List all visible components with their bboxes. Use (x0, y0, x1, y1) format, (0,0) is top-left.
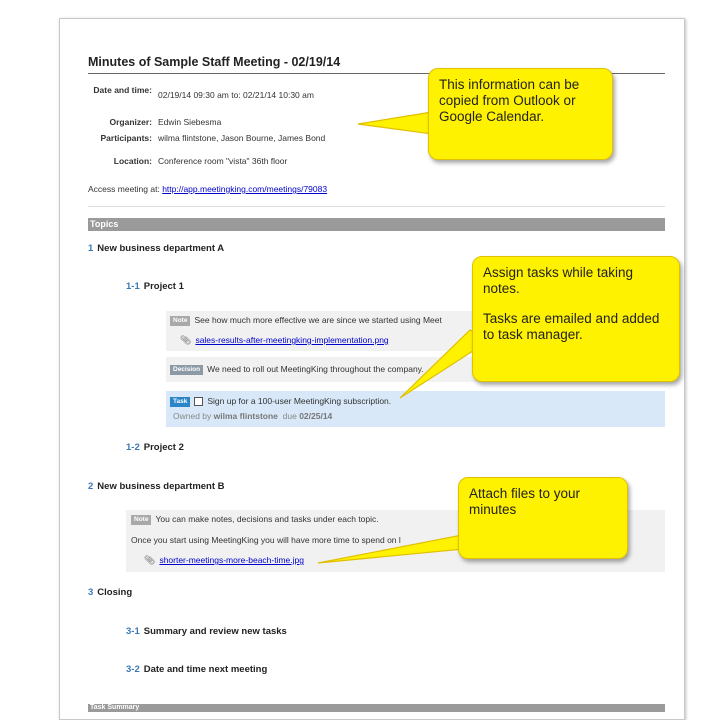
task-due-date: 02/25/14 (299, 411, 333, 421)
subtopic-number: 3-2 (126, 664, 140, 675)
topic-title: New business department B (97, 481, 225, 492)
subtopic-title: Project 2 (143, 442, 184, 453)
callout-pointer-files (318, 535, 474, 563)
organizer-value: Edwin Siebesma (158, 117, 222, 127)
paperclip-icon: 📎︎ (144, 555, 156, 565)
topic-title: Closing (97, 587, 133, 598)
callout-tasks-line1: Assign tasks while taking notes. (483, 265, 634, 296)
page-title: Minutes of Sample Staff Meeting - 02/19/14 (88, 55, 341, 69)
subtopic-number: 1-1 (126, 281, 140, 292)
callout-pointer-calendar (358, 112, 432, 134)
topic-number: 3 (88, 587, 94, 598)
decision-text: We need to roll out MeetingKing throughout the company. (207, 364, 424, 374)
note-tag: Note (170, 316, 190, 326)
note-text: See how much more effective we are since we started using Meet (194, 315, 442, 325)
subtopic-title: Summary and review new tasks (143, 626, 287, 637)
decision-tag: Decision (170, 365, 203, 375)
location-value: Conference room "vista" 36th floor (158, 156, 288, 166)
attachment-link[interactable]: sales-results-after-meetingking-implementation.png (195, 335, 389, 345)
paperclip-icon: 📎︎ (180, 335, 192, 345)
note-text: You can make notes, decisions and tasks under each topic. (155, 514, 379, 524)
callout-tasks-line2: Tasks are emailed and added to task manager. (483, 311, 660, 342)
subtopic-title: Project 1 (143, 281, 184, 292)
note-2-line2: Once you start using MeetingKing you will have more time to spend on l (131, 535, 401, 545)
note-tag: Note (131, 515, 151, 525)
subtopic-title: Date and time next meeting (143, 664, 268, 675)
participants-label: Participants: (100, 133, 152, 143)
organizer-label: Organizer: (109, 117, 152, 127)
date-value: 02/19/14 09:30 am to: 02/21/14 10:30 am (158, 90, 314, 100)
participants-value: wilma flintstone, Jason Bourne, James Bond (158, 133, 326, 143)
callout-files: Attach files to your minutes (458, 477, 628, 559)
task-owner: wilma flintstone (213, 411, 278, 421)
location-label: Location: (113, 156, 152, 166)
owned-prefix: Owned by (173, 411, 212, 421)
topic-title: New business department A (97, 243, 225, 254)
task-summary-header: Task Summary (88, 704, 665, 712)
task-tag: Task (170, 397, 190, 407)
topics-header: Topics (88, 218, 665, 231)
attachment-link[interactable]: shorter-meetings-more-beach-time.jpg (159, 555, 304, 565)
task-text: Sign up for a 100-user MeetingKing subscription. (207, 396, 392, 406)
topic-number: 1 (88, 243, 94, 254)
callout-calendar: This information can be copied from Outlook or Google Calendar. (428, 68, 613, 160)
callout-tasks (472, 256, 680, 382)
subtopic-number: 3-1 (126, 626, 140, 637)
subtopic-number: 1-2 (126, 442, 140, 453)
due-prefix: due (282, 411, 297, 421)
topic-number: 2 (88, 481, 94, 492)
meeting-link[interactable]: http://app.meetingking.com/meetings/79083 (162, 184, 328, 194)
date-label: Date and time: (93, 85, 152, 95)
access-prefix: Access meeting at: (88, 184, 160, 194)
